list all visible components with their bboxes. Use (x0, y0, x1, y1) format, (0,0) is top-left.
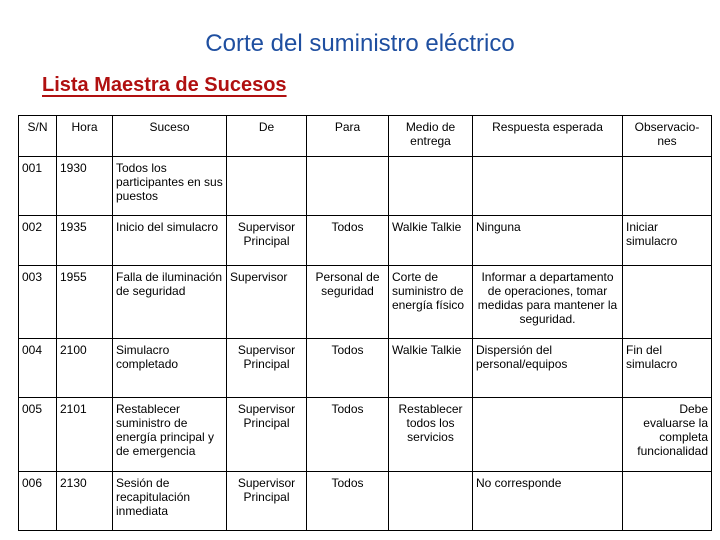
cell-suceso: Inicio del simulacro (113, 216, 227, 266)
cell-de: Supervisor Principal (227, 339, 307, 398)
table-row (19, 398, 712, 472)
cell-hora: 2130 (57, 472, 113, 531)
cell-sn: 005 (19, 398, 57, 472)
header-medio: Medio de entrega (389, 116, 473, 157)
cell-respuesta: Dispersión del personal/equipos (473, 339, 623, 398)
cell-sn: 002 (19, 216, 57, 266)
cell-hora: 1935 (57, 216, 113, 266)
cell-suceso: Todos los participantes en sus puestos (113, 157, 227, 216)
cell-respuesta: Ninguna (473, 216, 623, 266)
cell-para (307, 157, 389, 216)
cell-sn: 006 (19, 472, 57, 531)
cell-suceso: Sesión de recapitulación inmediata (113, 472, 227, 531)
cell-sn: 001 (19, 157, 57, 216)
cell-para: Todos (307, 472, 389, 531)
cell-de (227, 157, 307, 216)
table-row (19, 216, 712, 266)
cell-de: Supervisor Principal (227, 216, 307, 266)
cell-de: Supervisor Principal (227, 472, 307, 531)
cell-medio (389, 472, 473, 531)
cell-medio: Restablecer todos los servicios (389, 398, 473, 472)
cell-medio: Corte de suministro de energía físico (389, 266, 473, 339)
cell-hora: 2101 (57, 398, 113, 472)
header-observaciones: Observacio-nes (623, 116, 712, 157)
table-row (19, 472, 712, 531)
table-row (19, 266, 712, 339)
cell-respuesta (473, 157, 623, 216)
cell-obs (623, 472, 712, 531)
cell-hora: 2100 (57, 339, 113, 398)
cell-para: Todos (307, 339, 389, 398)
table-row (19, 339, 712, 398)
cell-sn: 003 (19, 266, 57, 339)
cell-para: Todos (307, 216, 389, 266)
cell-de: Supervisor Principal (227, 398, 307, 472)
cell-obs: Debe evaluarse la completa funcionalidad (623, 398, 712, 472)
cell-medio: Walkie Talkie (389, 339, 473, 398)
table-row (19, 157, 712, 216)
cell-para: Todos (307, 398, 389, 472)
header-respuesta: Respuesta esperada (473, 116, 623, 157)
cell-de: Supervisor (227, 266, 307, 339)
cell-obs: Iniciar simulacro (623, 216, 712, 266)
cell-respuesta: No corresponde (473, 472, 623, 531)
cell-obs (623, 157, 712, 216)
cell-hora: 1955 (57, 266, 113, 339)
table-header-row (19, 116, 712, 157)
cell-medio: Walkie Talkie (389, 216, 473, 266)
header-suceso: Suceso (113, 116, 227, 157)
cell-suceso: Falla de iluminación de seguridad (113, 266, 227, 339)
header-sn: S/N (19, 116, 57, 157)
cell-suceso: Restablecer suministro de energía principal y de emergencia (113, 398, 227, 472)
cell-para: Personal de seguridad (307, 266, 389, 339)
header-para: Para (307, 116, 389, 157)
cell-respuesta: Informar a departamento de operaciones, tomar medidas para mantener la seguridad. (473, 266, 623, 339)
cell-respuesta (473, 398, 623, 472)
cell-obs: Fin del simulacro (623, 339, 712, 398)
cell-obs (623, 266, 712, 339)
events-table (18, 115, 712, 531)
cell-sn: 004 (19, 339, 57, 398)
page-title: Corte del suministro eléctrico (205, 30, 515, 57)
cell-suceso: Simulacro completado (113, 339, 227, 398)
cell-medio (389, 157, 473, 216)
header-de: De (227, 116, 307, 157)
page-subtitle: Lista Maestra de Sucesos (42, 74, 287, 96)
header-hora: Hora (57, 116, 113, 157)
cell-hora: 1930 (57, 157, 113, 216)
